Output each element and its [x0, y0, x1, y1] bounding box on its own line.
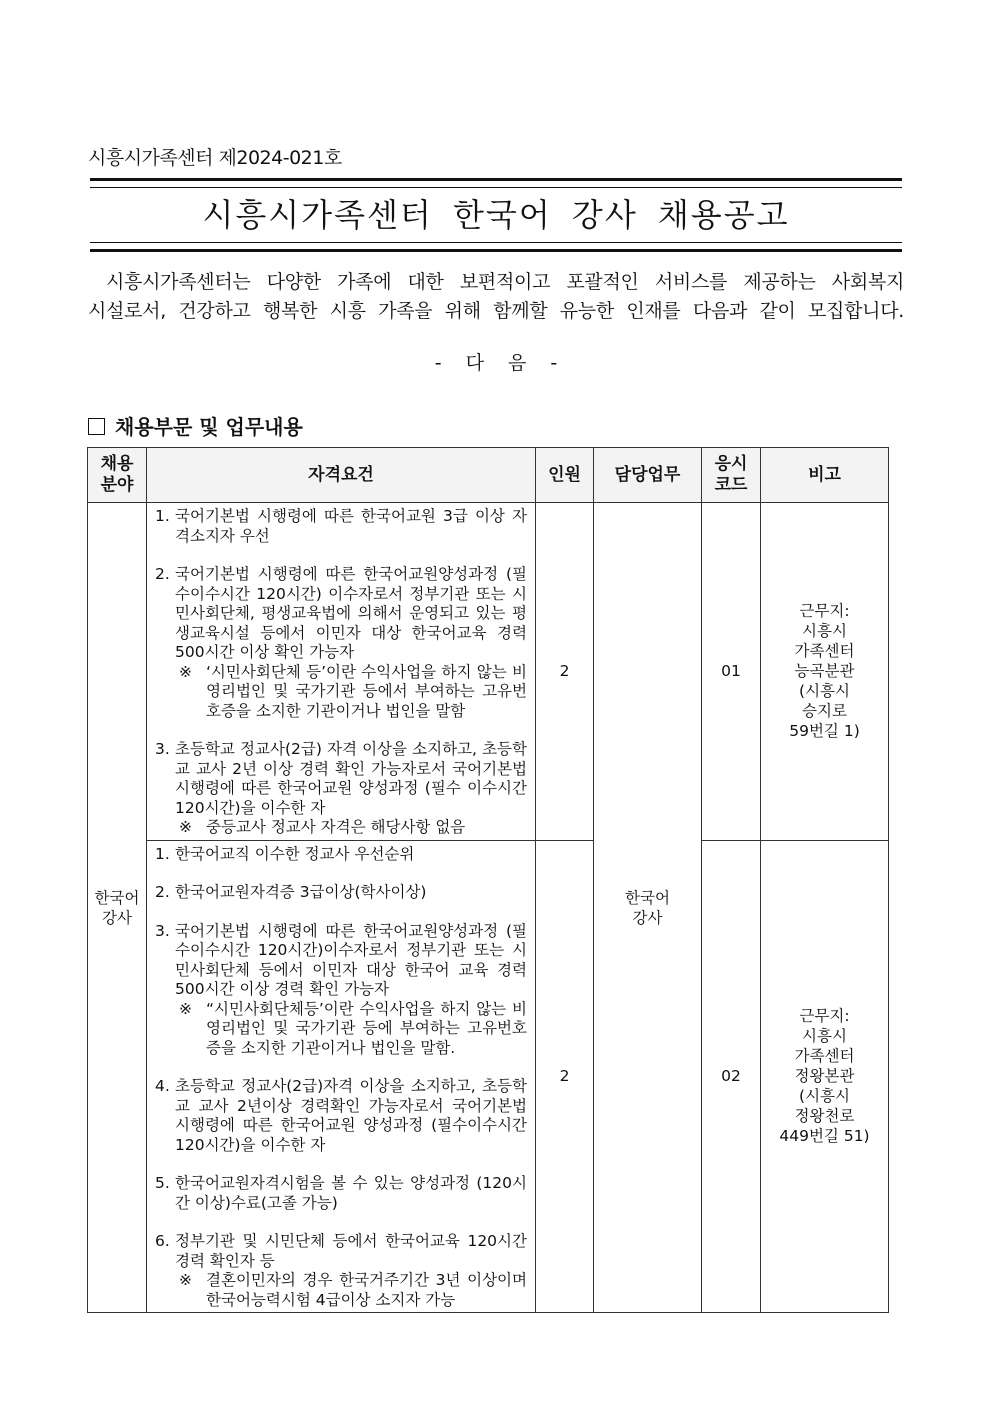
requirements-cell [147, 840, 536, 1313]
header-note: 비고 [761, 448, 889, 503]
table-header-row [88, 448, 889, 503]
recruitment-table [87, 447, 889, 1313]
duty-cell: 한국어 강사 [594, 503, 702, 1313]
note-mark: ※ [179, 999, 192, 1018]
checkbox-square-icon [88, 418, 105, 435]
remark-cell: 근무지: 시흥시 가족센터 정왕본관 (시흥시 정왕천로 449번길 51) [761, 840, 889, 1313]
code-cell: 02 [702, 840, 761, 1313]
requirement-item [155, 1232, 527, 1271]
note-mark: ※ [179, 818, 192, 836]
remark-cell: 근무지: 시흥시 가족센터 능곡분관 (시흥시 승지로 59번길 1) [761, 503, 889, 841]
requirement-number: 6. [155, 1232, 170, 1250]
title-top-rule [90, 178, 902, 188]
requirement-text: 국어기본법 시행령에 따른 한국어교원 3급 이상 자격소지자 우선 [175, 507, 527, 545]
requirement-note [155, 1271, 527, 1310]
page-title: 시흥시가족센터 한국어 강사 채용공고 [202, 196, 790, 234]
requirements-cell [147, 503, 536, 841]
header-code: 응시 코드 [702, 448, 761, 503]
requirement-number: 5. [155, 1174, 170, 1192]
section-title: 채용부문 및 업무내용 [115, 415, 303, 439]
requirement-item [155, 922, 527, 1000]
note-text: “시민사회단체등’이란 수익사업을 하지 않는 비영리법인 및 국가기관 등에 부여하는 고유번호증을 소지한 기관이거나 법인을 말함. [206, 999, 527, 1057]
table-row [88, 503, 889, 841]
requirement-item [155, 845, 527, 865]
note-text: 결혼이민자의 경우 한국거주기간 3년 이상이며 한국어능력시험 4급이상 소지자 가능 [206, 1271, 527, 1309]
header-requirements: 자격요건 [147, 448, 536, 503]
intro-paragraph [88, 268, 904, 326]
intro-line-2: 시설로서, 건강하고 행복한 시흥 가족을 위해 함께할 유능한 인재를 다음과 같이 모집합니다. [88, 300, 904, 322]
requirement-text: 한국어교직 이수한 정교사 우선순위 [175, 844, 415, 863]
requirement-text: 한국어교원자격증 3급이상(학사이상) [175, 883, 427, 901]
header-count: 인원 [536, 448, 594, 503]
requirement-text: 정부기관 및 시민단체 등에서 한국어교육 120시간 경력 확인자 등 [175, 1232, 527, 1270]
requirement-number: 1. [155, 507, 170, 525]
requirement-text: 한국어교원자격시험을 볼 수 있는 양성과정 (120시간 이상)수료(고졸 가능) [175, 1174, 527, 1212]
requirement-text: 초등학교 정교사(2급)자격 이상을 소지하고, 초등학교 교사 2년이상 경력확인 가능자로서 국어기본법 시행령에 따른 한국어교원 양성과정 (필수이수시간 120시간)을 이수한 자 [175, 1077, 527, 1154]
header-duty: 담당업무 [594, 448, 702, 503]
requirement-text: 국어기본법 시행령에 따른 한국어교원양성과정 (필수이수시간 120시간) 이수자로서 정부기관 또는 시민사회단체, 평생교육법에 의해서 운영되고 있는 평생교육시설 등에서 이민자 대상 한국어교육 경력 500시간 이상 확인 가능자 [175, 565, 527, 661]
count-cell: 2 [536, 840, 594, 1313]
requirement-item [155, 740, 527, 818]
requirement-number: 2. [155, 565, 170, 583]
requirement-note [155, 818, 527, 838]
requirement-item [155, 1174, 527, 1213]
note-text: ‘시민사회단체 등’이란 수익사업을 하지 않는 비영리법인 및 국가기관 등에서 부여하는 고유번호증을 소지한 기관이거나 법인을 말함 [206, 662, 527, 720]
note-mark: ※ [179, 1271, 192, 1289]
requirement-number: 2. [155, 883, 170, 901]
field-cell: 한국어 강사 [88, 503, 147, 1313]
title-bottom-rule [90, 242, 902, 252]
table-row [88, 840, 889, 1313]
requirement-text: 국어기본법 시행령에 따른 한국어교원양성과정 (필수이수시간 120시간)이수자로서 정부기관 또는 시민사회단체 등에서 이민자 대상 한국어 교육 경력 500시간 이상 경력 확인 가능자 [175, 921, 527, 998]
note-text: 중등교사 정교사 자격은 해당사항 없음 [206, 818, 466, 836]
requirement-note [155, 663, 527, 722]
code-cell: 01 [702, 503, 761, 841]
requirement-number: 4. [155, 1077, 170, 1095]
header-field: 채용 분야 [88, 448, 147, 503]
note-mark: ※ [179, 662, 192, 681]
requirement-note [155, 1000, 527, 1059]
requirement-number: 3. [155, 921, 170, 940]
requirement-item [155, 507, 527, 546]
requirement-item [155, 565, 527, 663]
document-number: 시흥시가족센터 제2024-021호 [88, 147, 342, 169]
requirement-number: 3. [155, 740, 170, 758]
requirement-text: 초등학교 정교사(2급) 자격 이상을 소지하고, 초등학교 교사 2년 이상 경력 확인 가능자로서 국어기본법 시행령에 따른 한국어교원 양성과정 (필수 이수시간 120시간)을 이수한 자 [175, 740, 527, 817]
center-mark: - 다 음 - [434, 352, 558, 374]
count-cell: 2 [536, 503, 594, 841]
intro-line-1: 시흥시가족센터는 다양한 가족에 대한 보편적이고 포괄적인 서비스를 제공하는 사회복지 [106, 271, 904, 293]
section-heading [88, 411, 303, 440]
requirement-item [155, 883, 527, 903]
requirement-number: 1. [155, 844, 170, 863]
requirement-item [155, 1077, 527, 1155]
